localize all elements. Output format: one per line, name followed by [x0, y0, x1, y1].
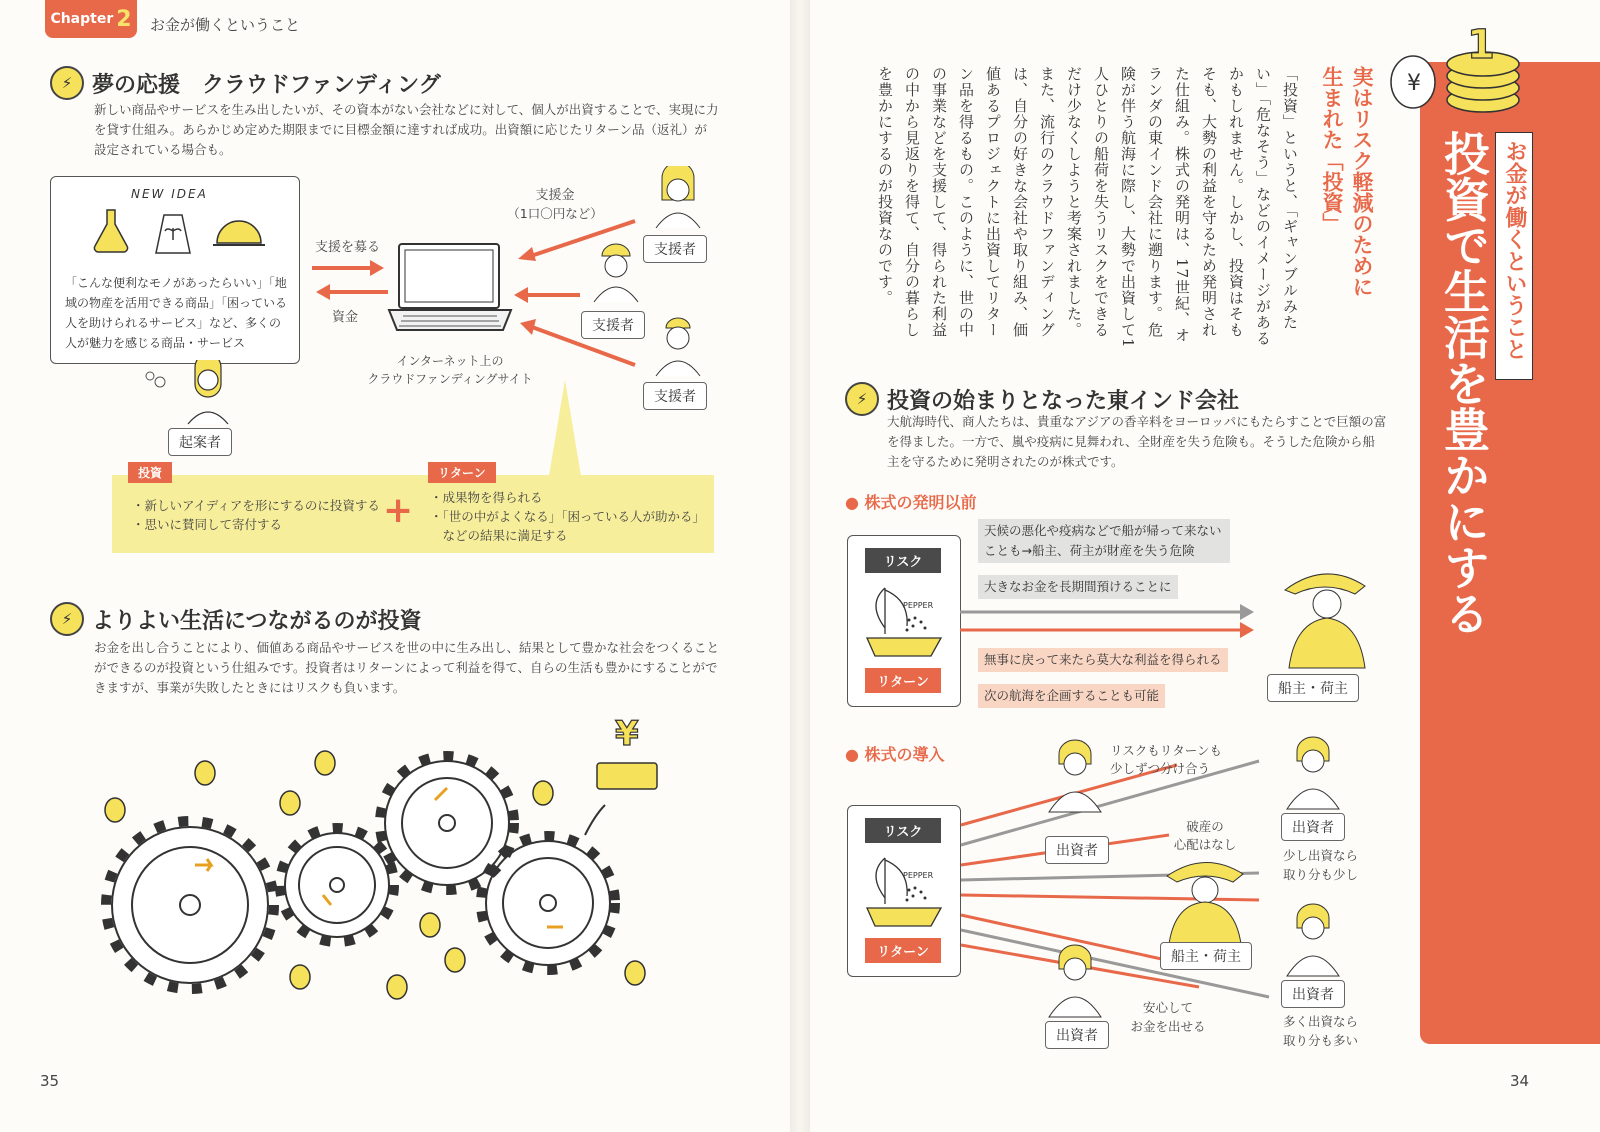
before-heading: ● 株式の発明以前 — [845, 493, 977, 512]
chapter-number: 2 — [116, 6, 132, 32]
chapter-label: Chapter — [50, 11, 114, 27]
investor-figure-icon — [1281, 735, 1345, 811]
gears-illustration — [85, 705, 685, 1025]
page-number-right: 34 — [1510, 1072, 1530, 1090]
small-investment-note: 少し出資なら 取り分も少し — [1283, 848, 1359, 882]
subtitle-line-1: 実はリスク軽減のために — [1350, 66, 1374, 297]
section-title: よりよい生活につながるのが投資 — [92, 608, 422, 634]
side-category: お金が働くということ — [1502, 140, 1527, 360]
lesson-number: 1 — [1467, 22, 1495, 68]
vertical-body-text: 「投資」というと、「ギャンブルみたい」「危なそう」などのイメージがあるかもしれません。しかし、投資はそもそも、大勢の利益を守るため発明された仕組み。株式の発明は、17世紀、オランダの東インド会社に遡ります。危険が伴う航海に際し、大勢で出資して1人ひとりの船荷を失うリスクをできるだけ少なくしようと考案されました。また、流行のクラウドファンディングは、自分の好きな会社や取り組み、価値あるプロジェクトに出資してリターン品を得るもの。このように、世の中の事業などを支援して、得られた利益の中から見返りを得て、自分の暮らしを豊かにするのが投資なのです。 — [876, 66, 1299, 349]
return-note-1: 無事に戻って来たら莫大な利益を得られる — [978, 648, 1228, 672]
svg-text:¥: ¥ — [1407, 71, 1421, 96]
yen-symbol: ¥ — [615, 714, 639, 754]
section-heading-east-india — [845, 382, 1239, 416]
supporter-label-3: 支援者 — [643, 382, 707, 410]
new-idea-box — [50, 176, 300, 364]
laptop-icon — [385, 238, 515, 338]
risk-label: リスク — [865, 548, 941, 573]
return-item-1: ・成果物を得られる — [430, 490, 543, 505]
funds-label: 資金 — [332, 310, 359, 325]
return-pill: リターン — [428, 462, 496, 483]
owner-label: 船主・荷主 — [1267, 674, 1359, 702]
site-label: インターネット上の クラウドファンディングサイト — [367, 354, 533, 386]
idea-illustrations-icon — [89, 205, 269, 255]
plus-sign: + — [383, 490, 414, 531]
return-item-3: などの結果に満足する — [430, 528, 568, 543]
lightning-icon: ⚡ — [50, 66, 84, 100]
return-note-2: 次の航海を企画することも可能 — [978, 684, 1165, 708]
ship-owner-figure-icon — [1155, 856, 1255, 946]
page-number-left: 35 — [40, 1072, 60, 1090]
investor-label-a: 出資者 — [1045, 836, 1109, 864]
ship-owner-figure-icon — [1275, 560, 1375, 670]
main-title: 投資で生活を豊かにする — [1437, 130, 1491, 636]
supporter-figure-icon — [648, 166, 708, 230]
band-pointer — [545, 380, 585, 476]
supporter-figure-icon — [586, 240, 646, 304]
invest-item-2: ・思いに賛同して寄付する — [132, 517, 283, 532]
new-idea-header: NEW IDEA — [131, 187, 208, 201]
recruit-label: 支援を募る — [315, 240, 381, 255]
invest-pill: 投資 — [128, 462, 172, 483]
investor-label-d: 出資者 — [1281, 980, 1345, 1008]
investor-figure-icon — [1281, 902, 1345, 978]
return-item-2: ・「世の中がよくなる」「困っている人が助かる」 — [430, 509, 706, 524]
risk-note-1: 天候の悪化や疫病などで船が帰って来ないことも→船主、荷主が財産を失う危険 — [978, 519, 1230, 563]
support-money-label: 支援金 — [535, 188, 575, 203]
section-heading-better-life — [50, 602, 422, 636]
after-heading: ● 株式の導入 — [845, 745, 945, 764]
investor-label-c: 出資者 — [1045, 1021, 1109, 1049]
section-body: お金を出し合うことにより、価値ある商品やサービスを世の中に生み出し、結果として豊かな社会をつくることができるのが投資という仕組みです。投資者はリターンによって利益を得て、自らの生活も豊かにすることができますが、事業が失敗したときにはリスクも負います。 — [94, 640, 720, 695]
proposer-label: 起案者 — [168, 428, 232, 456]
ship-text: PEPPER — [903, 871, 934, 880]
large-investment-note: 多く出資なら 取り分も多い — [1283, 1014, 1359, 1048]
supporter-figure-icon — [648, 314, 708, 378]
recruit-funds-arrows — [310, 256, 390, 306]
owner-label-after: 船主・荷主 — [1160, 942, 1252, 970]
ship-icon — [863, 848, 945, 932]
ship-icon — [863, 578, 945, 662]
left-page — [0, 0, 795, 1132]
right-page — [805, 0, 1600, 1132]
investor-figure-icon — [1043, 943, 1107, 1019]
chapter-title: お金が働くということ — [150, 16, 301, 34]
section-title: 夢の応援 クラウドファンディング — [92, 72, 441, 98]
support-unit-label: （1口〇円など） — [507, 206, 603, 221]
before-arrows — [960, 600, 1260, 640]
supporter-label-2: 支援者 — [581, 311, 645, 339]
return-label: リターン — [865, 938, 941, 963]
subtitle-line-2: 生まれた「投資」 — [1320, 66, 1344, 234]
supporter-label-1: 支援者 — [643, 235, 707, 263]
risk-label: リスク — [865, 818, 941, 843]
risk-note-2: 大きなお金を長期間預けることに — [978, 575, 1178, 599]
ship-text: PEPPER — [903, 601, 934, 610]
lightning-icon: ⚡ — [845, 382, 879, 416]
safe-note: 安心して お金を出せる — [1130, 1000, 1206, 1034]
chapter-tab — [45, 0, 137, 38]
idea-caption: 「こんな便利なモノがあったらいい」「地域の物産を活用できる商品」「困っている人を助けられるサービス」など、多くの人が魅力を感じる商品・サービス — [65, 276, 288, 350]
return-label: リターン — [865, 668, 941, 693]
section-title: 投資の始まりとなった東インド会社 — [887, 388, 1240, 414]
proposer-figure-icon — [140, 360, 240, 430]
investor-label-b: 出資者 — [1281, 813, 1345, 841]
invest-item-1: ・新しいアイディアを形にするのに投資する — [132, 498, 380, 513]
lightning-icon: ⚡ — [50, 602, 84, 636]
section-heading-crowdfunding — [50, 66, 441, 100]
no-bankrupt-note: 破産の 心配はなし — [1173, 819, 1237, 852]
coin-stack-icon — [1383, 30, 1523, 120]
share-note: リスクもリターンも 少しずつ分け合う — [1110, 743, 1223, 776]
section-body: 新しい商品やサービスを生み出したいが、その資本がない会社などに対して、個人が出資することで、実現に力を貸す仕組み。あらかじめ定めた期限までに目標金額に達すれば成功。出資額に応じたリターン品（返礼）が設定されている場合も。 — [94, 102, 719, 157]
section-body: 大航海時代、商人たちは、貴重なアジアの香辛料をヨーロッパにもたらすことで巨額の富を得ました。一方で、嵐や疫病に見舞われ、全財産を失う危険も。そうした危険から船主を守るために発明されたのが株式です。 — [887, 414, 1387, 469]
investor-figure-icon — [1043, 738, 1107, 814]
